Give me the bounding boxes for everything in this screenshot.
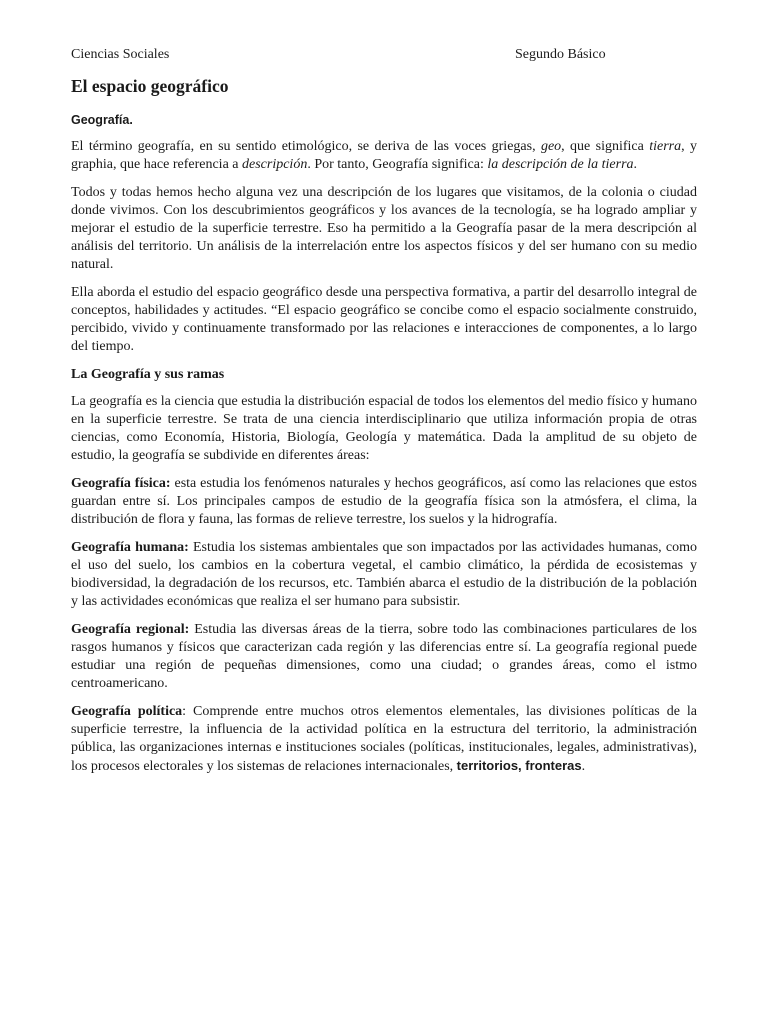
- italic-definition-quote: la descripción de la tierra: [487, 157, 634, 172]
- definition-geografia-regional: Estudia las diversas áreas de la tierra, sobre todo las combinaciones particulares de los rasgos humanos y físicos que caracterizan cada región y las diferencias entre sí. La geografía regional puede estudiar una región de pequeñas dimensiones, como una ciudad; o grandes áreas, como el istmo centroamericano.: [71, 622, 697, 691]
- term-geografia-politica: Geografía política: [71, 704, 183, 719]
- definition-geografia-fisica: esta estudia los fenómenos naturales y hechos geográficos, así como las relaciones que estos guardan entre sí. Los principales campos de estudio de la geografía física son la atmósfera, el clima, la distribución de flora y fauna, las formas de relieve terrestre, los suelos y la hidrografía.: [71, 476, 697, 527]
- paragraph-geografia-regional: [71, 621, 697, 693]
- text-run: , que significa: [561, 139, 650, 154]
- paragraph-geografia-fisica: [71, 475, 697, 529]
- paragraph-geografia-politica: [71, 703, 697, 776]
- paragraph-geographic-space: Ella aborda el estudio del espacio geográfico desde una perspectiva formativa, a partir del desarrollo integral de conceptos, habilidades y actitudes. “El espacio geográfico se concibe como el espacio socialmente construido, percibido, vivido y continuamente transformado por las relaciones e interacciones de componentes, a lo largo del tiempo.: [71, 285, 697, 354]
- document-title: El espacio geográfico: [71, 76, 229, 96]
- text-run: El término geografía, en su sentido etimológico, se deriva de las voces griegas,: [71, 139, 541, 154]
- text-run: .: [633, 157, 638, 172]
- paragraph-branches-intro: La geografía es la ciencia que estudia la distribución espacial de todos los elementos del medio físico y humano en la superficie terrestre. Se trata de una ciencia interdisciplinario que utiliza información propia de otras ciencias, como Economía, Historia, Biología, Geología y matemática. Dada la amplitud de su objeto de estudio, la geografía se subdivide en diferentes áreas:: [71, 394, 697, 463]
- subject-label: Ciencias Sociales: [71, 47, 170, 62]
- emphasis-territorios-fronteras: territorios, fronteras: [456, 758, 582, 773]
- section-heading-ramas: La Geografía y sus ramas: [71, 367, 225, 382]
- text-run: , y graphia, que hace referencia a: [71, 139, 698, 172]
- term-geografia-fisica: Geografía física:: [71, 476, 171, 491]
- text-run: . Por tanto, Geografía significa:: [307, 157, 488, 172]
- term-geografia-humana: Geografía humana:: [71, 540, 189, 555]
- text-run: .: [581, 759, 586, 774]
- paragraph-geografia-humana: [71, 539, 697, 611]
- paragraph-descriptions: Todos y todas hemos hecho alguna vez una descripción de los lugares que visitamos, de la colonia o ciudad donde vivimos. Con los descubrimientos geográficos y los avances de la tecnología, se ha logrado ampliar y mejorar el estudio de la superficie terrestre. Eso ha permitido a la Geografía pasar de la mera descripción al análisis del territorio. Un análisis de la interrelación entre los aspectos físicos y del ser humano con su medio natural.: [71, 185, 697, 272]
- paragraph-etymology: [71, 138, 697, 174]
- term-geografia-regional: Geografía regional:: [71, 622, 190, 637]
- page-header: [71, 45, 697, 65]
- italic-geo: geo: [540, 139, 562, 154]
- italic-descripcion: descripción: [242, 157, 308, 172]
- italic-tierra: tierra: [649, 139, 682, 154]
- definition-geografia-humana: Estudia los sistemas ambientales que son impactados por las actividades humanas, como el uso del suelo, los cambios en la cobertura vegetal, el cambio climático, la pérdida de ecosistemas y biodiversidad, la degradación de los recursos, etc. También abarca el estudio de la distribución de la población y las actividades económicas que realiza el ser humano para subsistir.: [71, 540, 697, 609]
- definition-geografia-politica: : Comprende entre muchos otros elementos elementales, las divisiones políticas de la superficie terrestre, la influencia de la actividad política en la estructura del territorio, la administración pública, las organizaciones internas e instituciones sociales (políticas, institucionales, legales, administrativas), los procesos electorales y los sistemas de relaciones internacionales,: [71, 704, 697, 774]
- grade-label: Segundo Básico: [515, 47, 606, 62]
- section-label-geografia: Geografía.: [71, 113, 133, 127]
